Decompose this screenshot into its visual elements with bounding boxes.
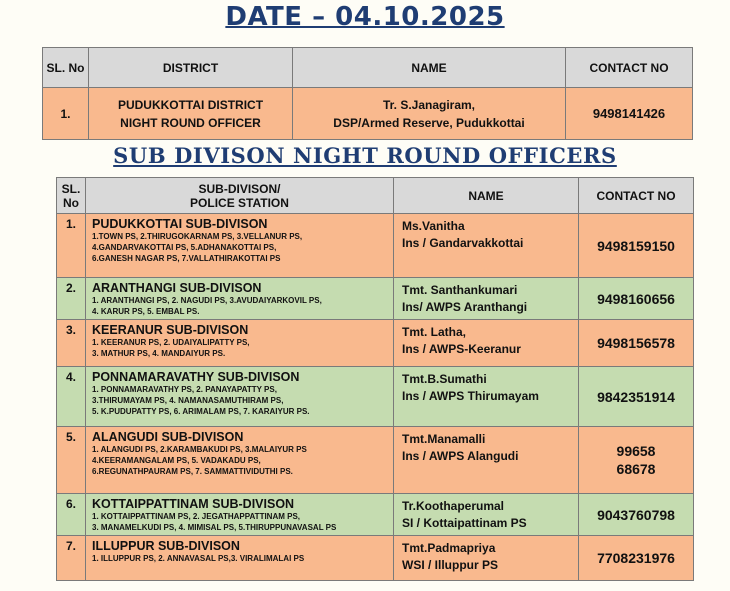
district-name-line-1: Tr. S.Janagiram, [382,97,476,112]
district-line-2: NIGHT ROUND OFFICER [120,115,261,130]
officer-name: Tmt. Santhankumari [402,283,518,297]
police-station-line: 1. ILLUPPUR PS, 2. ANNAVASAL PS,3. VIRALIMALAI PS [92,554,305,563]
table-row [57,494,694,536]
table-row [57,320,694,367]
header-name: NAME [293,48,566,88]
officer-cell [394,536,579,581]
officer-name: Tmt. Latha, [402,325,467,339]
district-name-cell [293,88,566,140]
police-station-line: 3. MANAMELKUDI PS, 4. MIMISAL PS, 5.THIRUPPUNAVASAL PS [92,523,337,532]
officer-designation: SI / Kottaipattinam PS [402,516,527,530]
officer-name: Tmt.B.Sumathi [402,372,487,386]
officer-name: Tmt.Padmapriya [402,541,496,555]
contact-number: 9498160656 [597,290,675,307]
header-district: DISTRICT [89,48,293,88]
contact-number: 7708231976 [597,550,675,566]
district-sl: 1. [43,88,89,140]
police-station-line: 1. KOTTAIPPATTINAM PS, 2. JEGATHAPPATTINAM PS, [92,512,301,521]
police-station-line: 1. ARANTHANGI PS, 2. NAGUDI PS, 3.AVUDAIYARKOVIL PS, [92,296,322,305]
sub-header-subdivision [86,178,394,214]
officer-cell [394,320,579,367]
subdivision-rows [57,214,694,581]
subdivision-cell [86,214,394,278]
police-station-line: 6.REGUNATHPAURAM PS, 7. SAMMATTIVIDUTHI PS. [92,467,293,476]
contact-cell [579,427,694,494]
contact-number: 99658 [616,443,656,459]
district-officer-table [42,47,693,140]
police-station-line: 1.TOWN PS, 2.THIRUGOKARNAM PS, 3.VELLANUR PS, [92,232,303,241]
row-sl: 2. [57,278,86,320]
officer-name: Tr.Koothaperumal [402,499,505,513]
sub-header-subdivision-line-2: POLICE STATION [190,195,289,210]
police-station-line: 1. KEERANUR PS, 2. UDAIYALIPATTY PS, [92,338,250,347]
row-sl: 3. [57,320,86,367]
row-sl: 1. [57,214,86,278]
officer-name: Tmt.Manamalli [402,432,486,446]
police-station-line: 4.GANDARVAKOTTAI PS, 5.ADHANAKOTTAI PS, [92,243,277,252]
subdivision-title: ILLUPPUR SUB-DIVISON [92,539,240,553]
contact-number: 9842351914 [597,388,675,405]
subdivision-cell [86,278,394,320]
contact-cell [579,214,694,278]
subdivision-title: KEERANUR SUB-DIVISON [92,323,249,337]
district-cell [89,88,293,140]
section-title: SUB DIVISON NIGHT ROUND OFFICERS [113,143,617,168]
table-row [57,367,694,427]
officer-cell [394,278,579,320]
header-contact: CONTACT NO [566,48,693,88]
subdivision-title: ARANTHANGI SUB-DIVISON [92,281,262,295]
table-row [57,427,694,494]
subdivision-title: KOTTAIPPATTINAM SUB-DIVISON [92,497,295,511]
row-sl: 7. [57,536,86,581]
officer-cell [394,494,579,536]
contact-number: 9498156578 [597,335,675,351]
police-station-line: 5. K.PUDUPATTY PS, 6. ARIMALAM PS, 7. KARAIYUR PS. [92,407,310,416]
contact-number: 68678 [616,461,656,477]
officer-designation: Ins/ AWPS Aranthangi [402,300,528,314]
date-title: DATE – 04.10.2025 [225,2,505,32]
officer-name: Ms.Vanitha [402,219,465,233]
district-line-1: PUDUKKOTTAI DISTRICT [117,97,264,112]
police-station-line: 6.GANESH NAGAR PS, 7.VALLATHIRAKOTTAI PS [92,254,281,263]
officer-cell [394,427,579,494]
police-station-line: 3.THIRUMAYAM PS, 4. NAMANASAMUTHIRAM PS, [92,396,284,405]
subdivision-cell [86,427,394,494]
sub-header-subdivision-line-1: SUB-DIVISON/ [198,181,281,196]
table-row [57,214,694,278]
subdivision-title: PONNAMARAVATHY SUB-DIVISON [92,370,300,384]
contact-cell [579,494,694,536]
contact-number: 9498159150 [597,237,675,254]
table-row [57,278,694,320]
officer-designation: Ins / AWPS-Keeranur [402,342,521,356]
officer-designation: Ins / AWPS Thirumayam [402,389,539,403]
sub-header-name: NAME [394,178,579,214]
officer-designation: Ins / Gandarvakkottai [402,236,524,250]
row-sl: 4. [57,367,86,427]
subdivision-title: ALANGUDI SUB-DIVISON [92,430,244,444]
district-name-line-2: DSP/Armed Reserve, Pudukkottai [333,115,525,130]
police-station-line: 1. PONNAMARAVATHY PS, 2. PANAYAPATTY PS, [92,385,277,394]
subdivision-cell [86,367,394,427]
subdivision-title: PUDUKKOTTAI SUB-DIVISON [92,217,268,231]
contact-cell [579,536,694,581]
table-row [57,536,694,581]
contact-number: 9043760798 [597,506,675,523]
row-sl: 5. [57,427,86,494]
subdivision-cell [86,320,394,367]
contact-cell [579,278,694,320]
sub-header-contact: CONTACT NO [579,178,694,214]
subdivision-cell [86,494,394,536]
sub-header-sl-no: SL. No [57,178,86,214]
district-contact: 9498141426 [566,88,693,140]
police-station-line: 1. ALANGUDI PS, 2.KARAMBAKUDI PS, 3.MALAIYUR PS [92,445,307,454]
header-sl-no: SL. No [43,48,89,88]
row-sl: 6. [57,494,86,536]
officer-cell [394,214,579,278]
officer-designation: Ins / AWPS Alangudi [402,449,519,463]
contact-cell [579,367,694,427]
subdivision-officer-table [56,177,694,581]
police-station-line: 4.KEERAMANGALAM PS, 5. VADAKADU PS, [92,456,261,465]
police-station-line: 3. MATHUR PS, 4. MANDAIYUR PS. [92,349,226,358]
police-station-line: 4. KARUR PS, 5. EMBAL PS. [92,307,200,316]
officer-cell [394,367,579,427]
officer-designation: WSI / Illuppur PS [402,558,498,572]
subdivision-cell [86,536,394,581]
contact-cell [579,320,694,367]
